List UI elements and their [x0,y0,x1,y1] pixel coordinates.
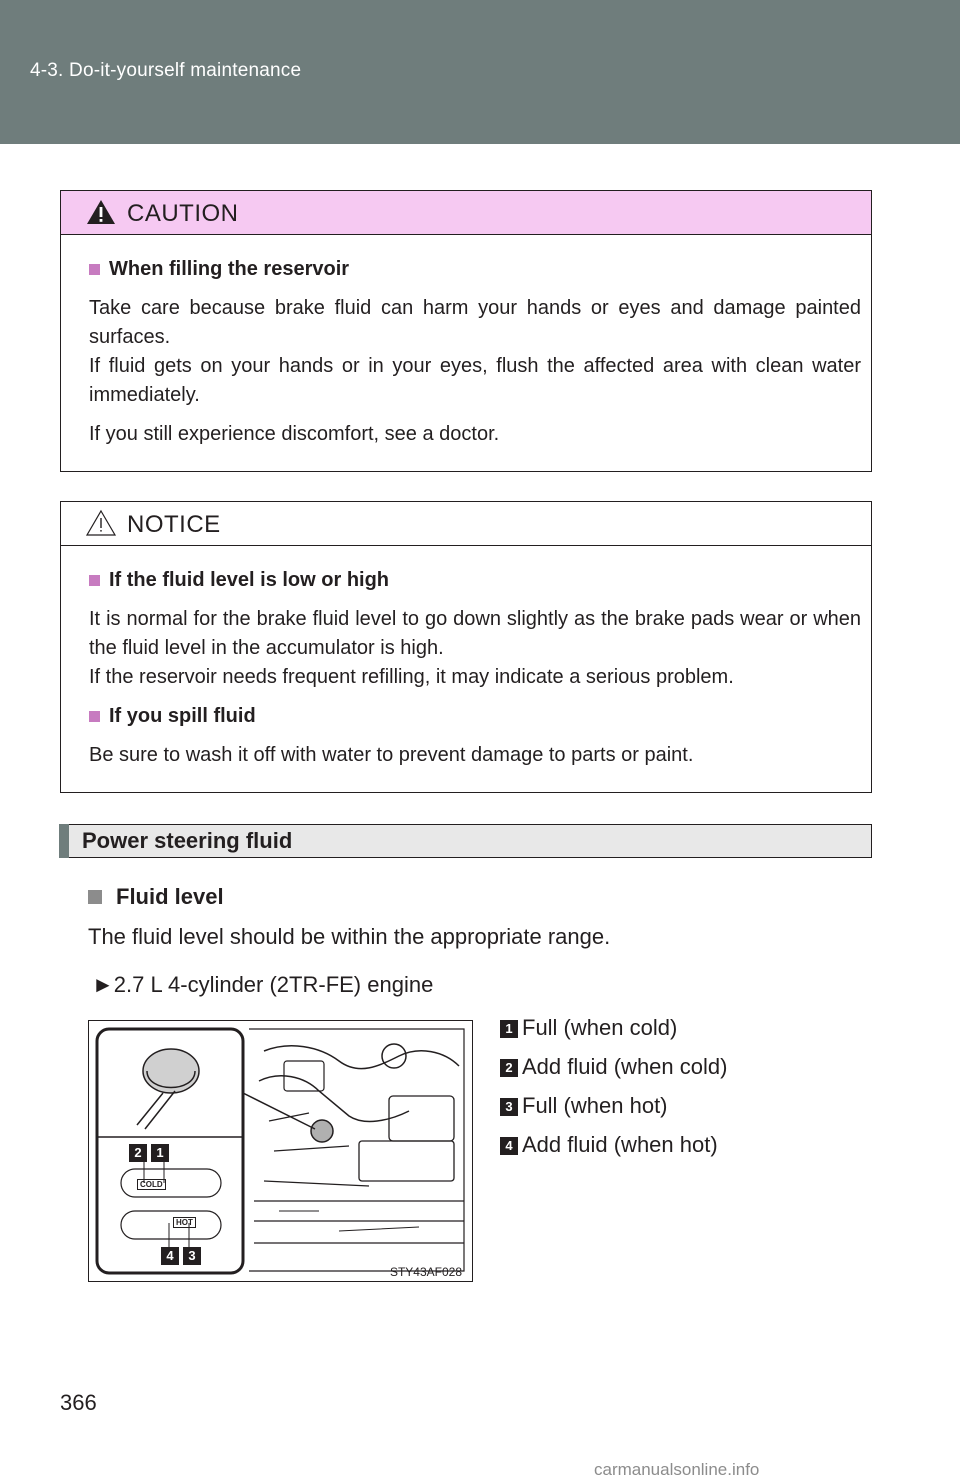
bullet-square-icon [89,575,100,586]
section-title: Power steering fluid [82,828,293,853]
fluid-level-title: Fluid level [116,884,224,909]
figure-code: STY43AF028 [389,1265,462,1279]
warning-filled-icon [85,197,117,227]
engine-bay-figure [88,1020,473,1282]
watermark: carmanualsonline.info [594,1460,760,1479]
callout-4: 4 [161,1247,179,1265]
notice-box [60,501,872,793]
notice-header [61,502,871,546]
caution-label: CAUTION [127,200,239,227]
bullet-square-icon [88,890,102,904]
notice-body [61,566,871,770]
callout-2: 2 [129,1144,147,1162]
caution-body [61,255,871,449]
caution-header [61,191,871,235]
page-number: 366 [60,1390,97,1415]
section-breadcrumb: 4-3. Do-it-yourself maintenance [30,60,302,81]
section-heading [62,824,872,858]
hot-label: HOT [173,1217,196,1228]
caution-box [60,190,872,472]
notice-paragraph: Be sure to wash it off with water to prevent damage to parts or paint. [89,744,694,766]
fluid-level-text: The fluid level should be within the appropriate range. [88,924,611,949]
caution-subtitle: When filling the reservoir [89,255,861,283]
notice-subtitle: If you spill fluid [89,702,861,730]
engine-variant: ►2.7 L 4-cylinder (2TR-FE) engine [92,972,434,997]
section-stripe [59,824,69,858]
notice-paragraph: It is normal for the brake fluid level to go down slightly as the brake pads wear or when the fluid level in the accumulator is high. If the reservoir needs frequent refilling, it may indicate a serious problem. [89,608,861,688]
caution-paragraph: If you still experience discomfort, see a doctor. [89,423,500,445]
notice-subtitle: If the fluid level is low or high [89,566,861,594]
notice-label: NOTICE [127,511,221,538]
cold-label: COLD [137,1179,166,1190]
page-header [0,0,960,144]
callout-3: 3 [183,1247,201,1265]
caution-paragraph: Take care because brake fluid can harm your hands or eyes and damage painted surfaces. If fluid gets on your hands or in your eyes, flush the affected area with clean water immediately. [89,297,861,406]
bullet-square-icon [89,264,100,275]
callout-1: 1 [151,1144,169,1162]
warning-outline-icon [85,508,117,538]
bullet-square-icon [89,711,100,722]
